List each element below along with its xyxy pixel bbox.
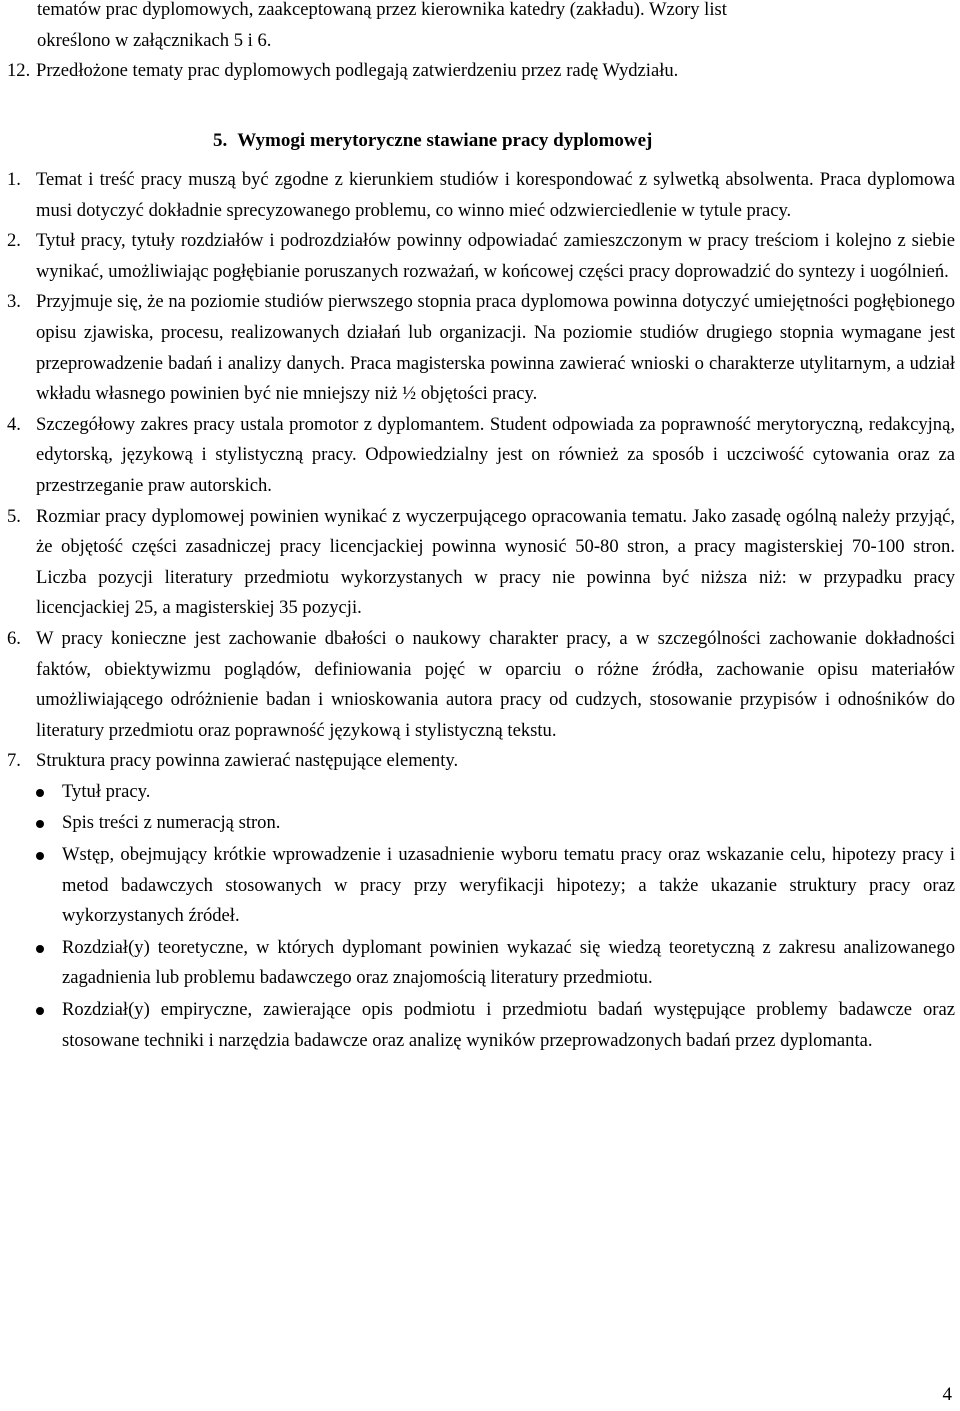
list-item-text: Tytuł pracy, tytuły rozdziałów i podrozdziałów powinny odpowiadać zamieszczonym w pracy treściom i kolejno z siebie wynikać, umożliwiając pogłębianie poruszanych rozważań, w końcowej części pracy doprowadzić do syntezy i uogólnień.: [36, 230, 955, 282]
bullet-icon: [36, 820, 44, 828]
list-item-text: Struktura pracy powinna zawierać następujące elementy.: [36, 750, 459, 772]
bullet-text: Wstęp, obejmujący krótkie wprowadzenie i uzasadnienie wyboru tematu pracy oraz wskazanie celu, hipotezy pracy i metod badawczych stosowanych w pracy przy weryfikacji hipotezy; a także ukazanie struktury pracy oraz wykorzystanych źródeł.: [62, 844, 955, 927]
intro-line-2: określono w załącznikach 5 i 6.: [37, 29, 272, 51]
list-item: [0, 502, 955, 624]
list-item-text: Przyjmuje się, że na poziomie studiów pierwszego stopnia praca dyplomowa powinna dotyczyć umiejętności pogłębionego opisu zjawiska, procesu, realizowanych działań lub organizacji. Na poziomie studiów drugiego stopnia wymagane jest przeprowadzenie badań i analizy danych. Praca magisterska powinna zawierać wnioski o charakterze utylitarnym, a udział wkładu własnego powinien być nie mniejszy niż ½ objętości pracy.: [36, 291, 955, 405]
bullet-icon: [36, 789, 44, 797]
list-item-text: W pracy konieczne jest zachowanie dbałości o naukowy charakter pracy, a w szczególności zachowanie dokładności faktów, obiektywizmu poglądów, definiowania pojęć w oparciu o różne źródła, zachowanie opisu materiałów umożliwiającego odróżnienie badan i wnioskowania autora pracy od cudzych, stosowanie przypisów i odnośników do literatury przedmiotu oraz poprawność językową i stylistyczną tekstu.: [36, 627, 955, 741]
bullet-icon: [36, 945, 44, 953]
bullet-item: [0, 777, 955, 808]
list-item-number: 5.: [7, 505, 21, 527]
page-number: 4: [942, 1384, 952, 1405]
intro-paragraph: [37, 0, 955, 56]
list-item: [0, 746, 955, 777]
list-item-text: Rozmiar pracy dyplomowej powinien wynikać z wyczerpującego opracowania tematu. Jako zasadę ogólną należy przyjąć, że objętość części zasadniczej pracy licencjackiej powinna wynosić 50-80 stron, a pracy magisterskiej 70-100 stron. Liczba pozycji literatury przedmiotu wykorzystanych w pracy nie powinna być niższa niż: w przypadku pracy licencjackiej 25, a magisterskiej 35 pozycji.: [36, 505, 955, 619]
list-item-number: 3.: [7, 291, 21, 313]
item-12-number: 12.: [7, 60, 31, 81]
bullet-item: [0, 840, 955, 932]
bullet-item: [0, 933, 955, 994]
list-item-text: Temat i treść pracy muszą być zgodne z kierunkiem studiów i korespondować z sylwetką absolwenta. Praca dyplomowa musi dotyczyć dokładnie sprecyzowanego problemu, co winno mieć odzwierciedlenie w tytule pracy.: [36, 169, 955, 221]
section-heading: [213, 126, 652, 157]
list-item: [0, 226, 955, 287]
list-item: [0, 624, 955, 746]
bullet-text: Rozdział(y) teoretyczne, w których dyplomant powinien wykazać się wiedzą teoretyczną z zakresu analizowanego zagadnienia lub problemu badawczego oraz znajomością literatury przedmiotu.: [62, 936, 955, 989]
structure-bullets-wrapper: [0, 777, 960, 1056]
list-item: [0, 165, 955, 226]
section-title: Wymogi merytoryczne stawiane pracy dyplomowej: [237, 130, 653, 151]
list-item-number: 2.: [7, 230, 21, 252]
list-item: [0, 410, 955, 502]
bullet-item: [0, 995, 955, 1056]
intro-block: [37, 0, 955, 56]
structure-bullet-list: [0, 777, 960, 1056]
bullet-text: Rozdział(y) empiryczne, zawierające opis podmiotu i przedmiotu badań występujące problemy badawcze oraz stosowane techniki i narzędzia badawcze oraz analizę wyników przeprowadzonych badań przez dyplomanta.: [62, 999, 955, 1051]
item-12-text: Przedłożone tematy prac dyplomowych podlegają zatwierdzeniu przez radę Wydziału.: [36, 60, 679, 81]
section-number: 5.: [213, 130, 228, 151]
list-item-number: 1.: [7, 169, 21, 190]
list-item: [0, 287, 955, 409]
list-item-number: 4.: [7, 413, 21, 435]
bullet-text: Tytuł pracy.: [62, 780, 151, 802]
bullet-text: Spis treści z numeracją stron.: [62, 812, 281, 834]
list-item-number: 7.: [7, 750, 21, 772]
bullet-icon: [36, 852, 44, 860]
intro-line-1: tematów prac dyplomowych, zaakceptowaną przez kierownika katedry (zakładu). Wzory list: [37, 0, 727, 20]
requirements-list: [0, 165, 960, 1057]
list-item-text: Szczegółowy zakres pracy ustala promotor z dyplomantem. Student odpowiada za poprawność merytoryczną, redakcyjną, edytorską, językową i stylistyczną pracy. Odpowiedzialny jest on również za sposób i uczciwość cytowania oraz za przestrzeganie praw autorskich.: [36, 413, 955, 496]
bullet-icon: [36, 1007, 44, 1015]
list-item-number: 6.: [7, 627, 21, 649]
bullet-item: [0, 808, 955, 839]
